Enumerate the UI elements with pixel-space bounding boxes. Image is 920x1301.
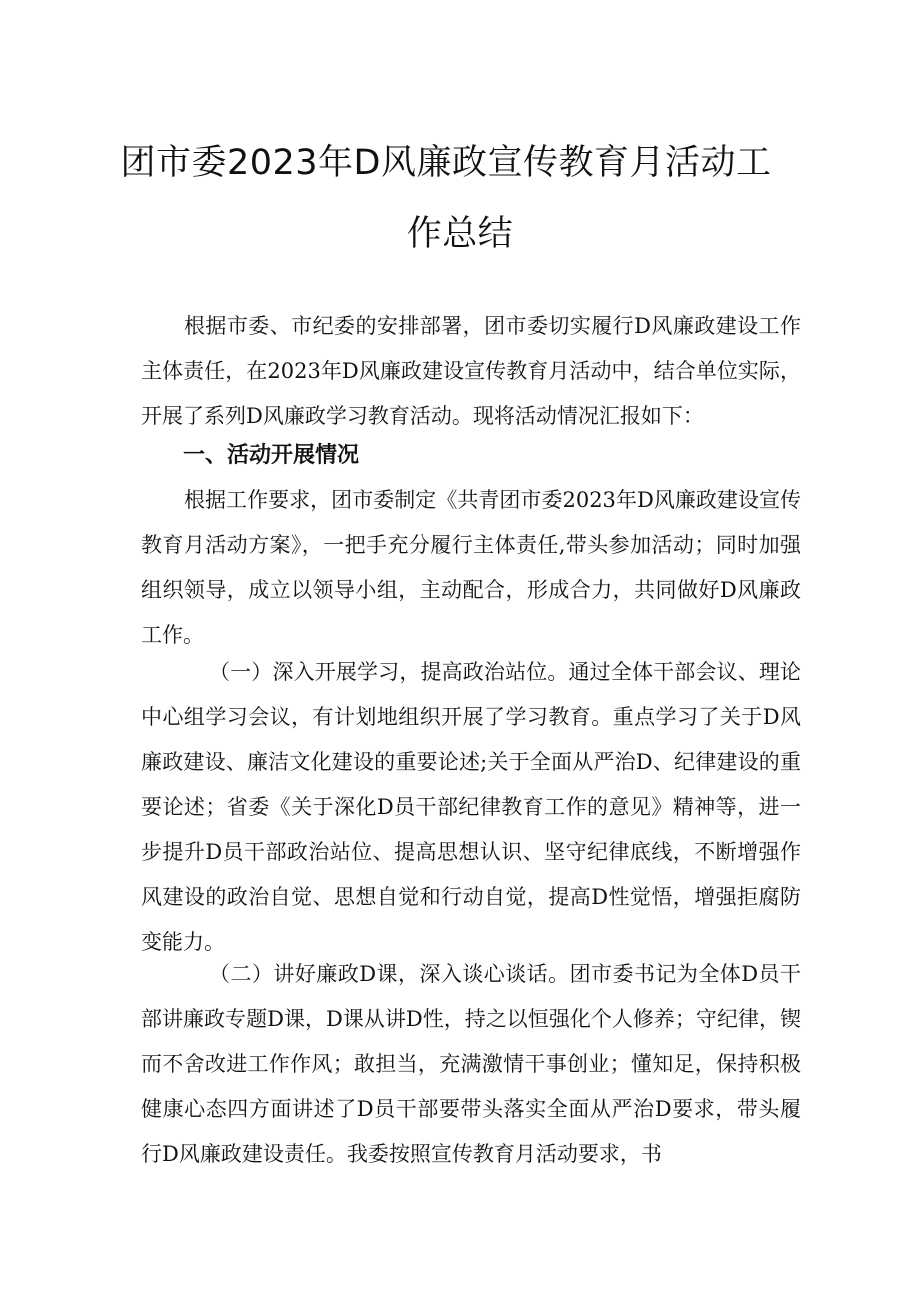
section-heading-activities: 一、活动开展情况 [183, 443, 360, 468]
document-title-line-1: 团市委2023年D风廉政宣传教育月活动工 [120, 143, 772, 183]
intro-paragraph: 根据市委、市纪委的安排部署，团市委切实履行D风廉政建设工作主体责任，在2023年D风廉政建设宣传教育月活动中，结合单位实际，开展了系列D风廉政学习教育活动。现将活动情况汇报如下： [141, 314, 801, 428]
activity-plan-paragraph: 根据工作要求，团市委制定《共青团市委2023年D风廉政建设宣传教育月活动方案》，一把手充分履行主体责任,带头参加活动；同时加强组织领导，成立以领导小组，主动配合，形成合力，共同做好D风廉政工作。 [141, 488, 801, 647]
study-subsection-paragraph: （一）深入开展学习，提高政治站位。通过全体干部会议、理论中心组学习会议，有计划地组织开展了学习教育。重点学习了关于D风廉政建设、廉洁文化建设的重要论述;关于全面从严治D、纪律建设的重要论述；省委《关于深化D员干部纪律教育工作的意见》精神等，进一步提升D员干部政治站位、提高思想认识、坚守纪律底线，不断增强作风建设的政治自觉、思想自觉和行动自觉，提高D性觉悟，增强拒腐防变能力。 [141, 660, 801, 954]
document-title-line-2: 作总结 [406, 214, 514, 254]
party-lesson-subsection-paragraph: （二）讲好廉政D课，深入谈心谈话。团市委书记为全体D员干部讲廉政专题D课，D课从讲D性，持之以恒强化个人修养；守纪律，锲而不舍改进工作作风；敢担当，充满激情干事创业；懂知足，保持积极健康心态四方面讲述了D员干部要带头落实全面从严治D要求，带头履行D风廉政建设责任。我委按照宣传教育月活动要求，书 [141, 962, 801, 1166]
